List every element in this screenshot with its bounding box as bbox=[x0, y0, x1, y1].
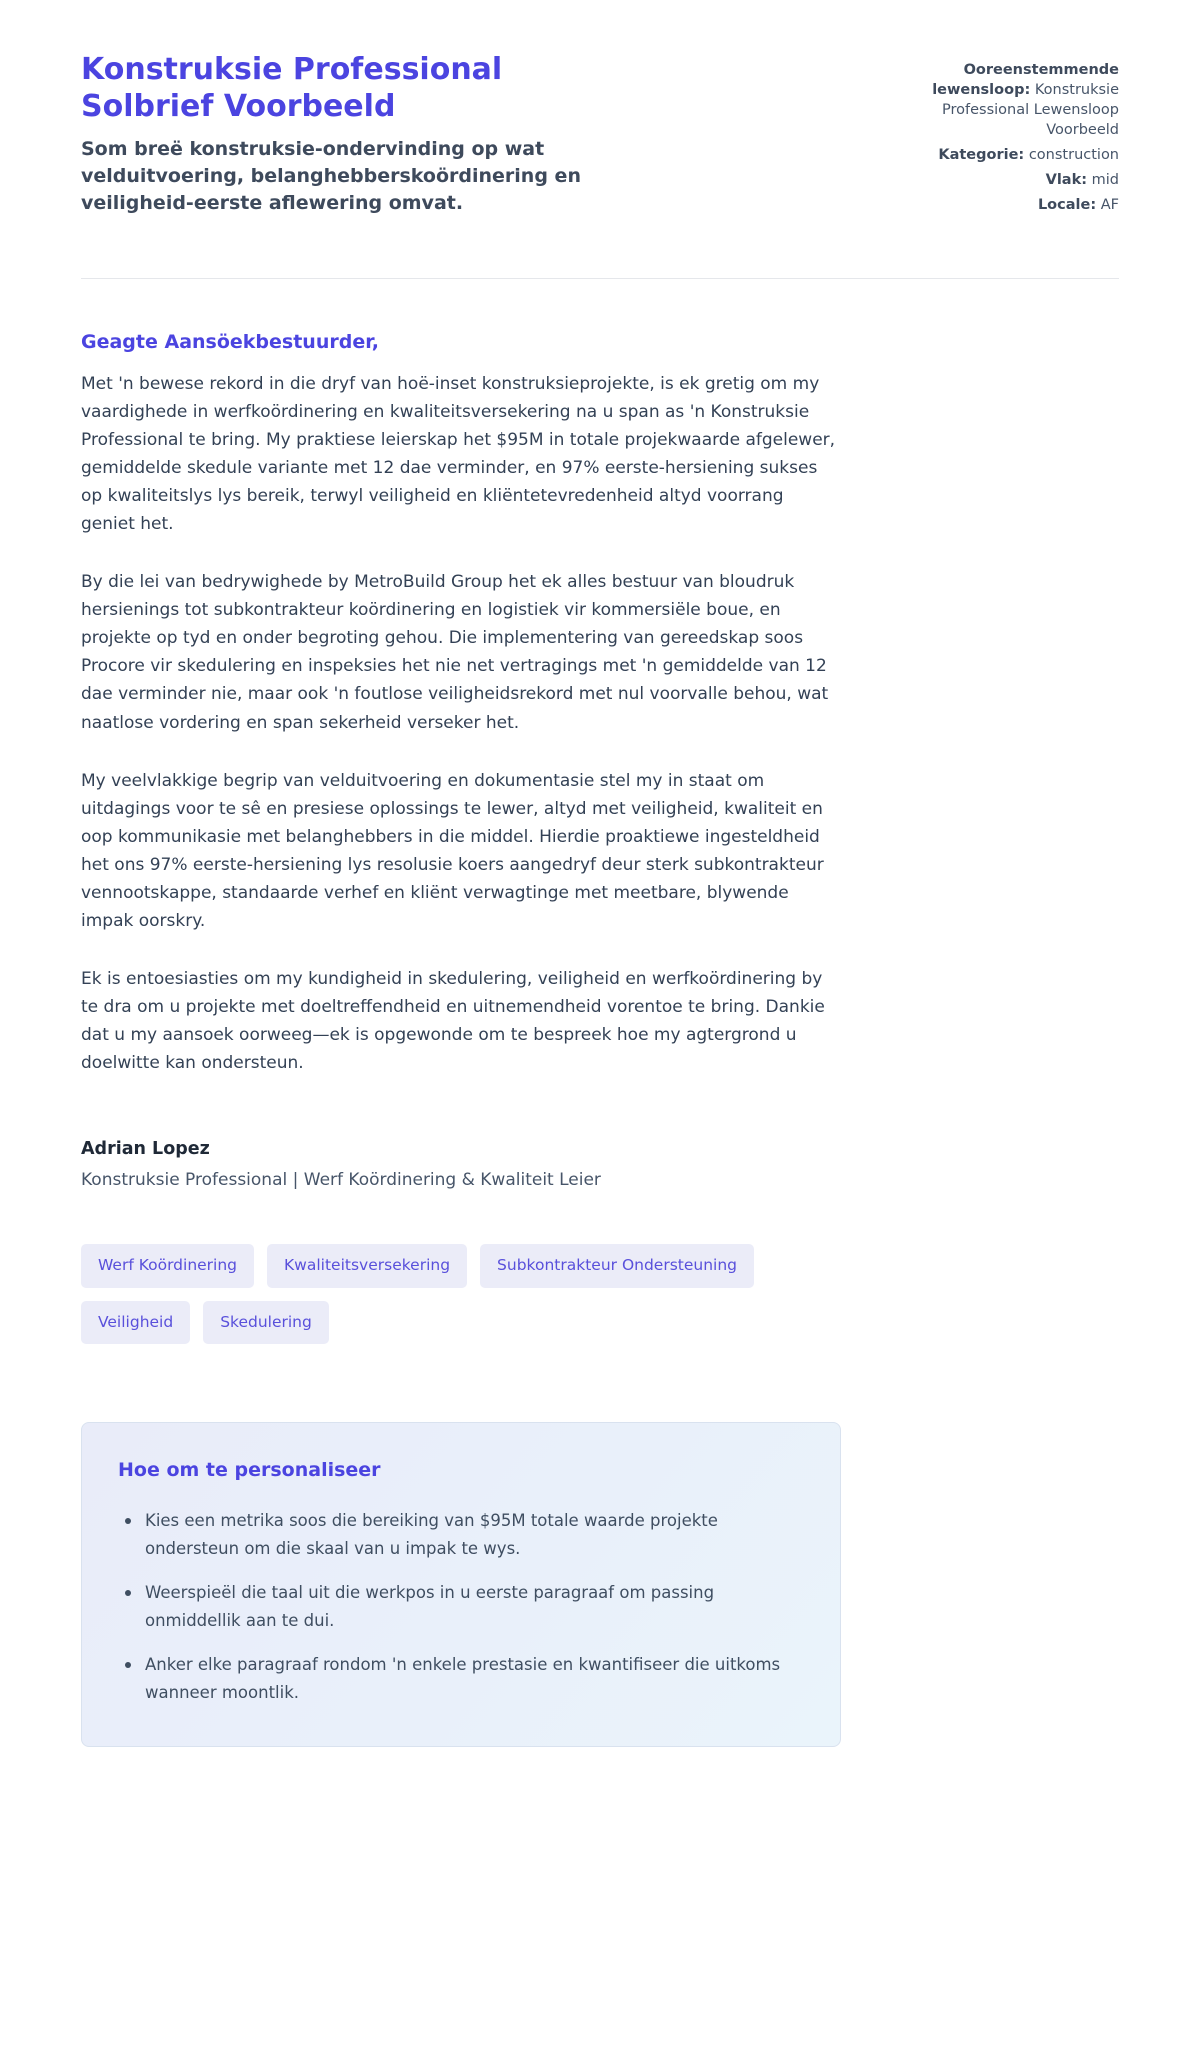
letter-paragraph: Met 'n bewese rekord in die dryf van hoë-inset konstruksieprojekte, is ek gretig om my vaardighede in werfkoördinering en kwaliteitsversekering na u span as 'n Konstruksie Professional te bring. My praktiese leierskap het $95M in totale projekwaarde afgelewer, gemiddelde skedule variante met 12 dae verminder, en 97% eerste-hersiening sukses op kwaliteitslys lys bereik, terwyl veiligheid en kliëntetevredenheid altyd voorrang geniet het. bbox=[81, 374, 836, 535]
meta-row-locale bbox=[887, 195, 1119, 215]
header bbox=[81, 52, 1119, 220]
meta-value: AF bbox=[1100, 197, 1119, 213]
meta-value: construction bbox=[1028, 147, 1119, 163]
meta-row-level bbox=[887, 170, 1119, 190]
signature-block bbox=[81, 1139, 1119, 1190]
bullet-icon bbox=[125, 1518, 131, 1524]
meta-row-category bbox=[887, 145, 1119, 165]
tip-text: Anker elke paragraaf rondom 'n enkele prestasie en kwantifiseer die uitkoms wanneer moontlik. bbox=[145, 1655, 781, 1702]
letter-body bbox=[81, 370, 841, 1077]
header-meta bbox=[887, 52, 1119, 220]
tip-text: Weerspieël die taal uit die werkpos in u eerste paragraaf om passing onmiddellik aan te dui. bbox=[145, 1583, 715, 1630]
header-title-block bbox=[81, 52, 626, 217]
skill-tags bbox=[81, 1244, 841, 1344]
tip-text: Kies een metrika soos die bereiking van $95M totale waarde projekte ondersteun om die skaal van u impak te wys. bbox=[145, 1511, 718, 1558]
skill-tag: Skedulering bbox=[203, 1301, 329, 1345]
letter-paragraph: By die lei van bedrywighede by MetroBuild Group het ek alles bestuur van bloudruk hersienings tot subkontrakteur koördinering en logistiek vir kommersiële boue, en projekte op tyd en onder begroting gehou. Die implementering van gereedskap soos Procore vir skedulering en inspeksies het nie net vertragings met 'n gemiddelde van 12 dae verminder nie, maar ook 'n foutlose veiligheidsrekord met nul voorvalle behou, wat naatlose vordering en span sekerheid verseker het. bbox=[81, 572, 829, 733]
meta-label: Ooreenstemmende lewensloop: bbox=[932, 62, 1119, 98]
letter-greeting: Geagte Aansöekbestuurder, bbox=[81, 331, 380, 353]
header-divider bbox=[81, 278, 1119, 279]
tips-list bbox=[118, 1507, 804, 1706]
meta-value: Konstruksie Professional Lewensloop Voorbeeld bbox=[942, 82, 1119, 138]
letter-paragraph: Ek is entoesiasties om my kundigheid in skedulering, veiligheid en werfkoördinering by te dra om u projekte met doeltreffendheid en uitnemendheid vorentoe te bring. Dankie dat u my aansoek oorweeg—ek is opgewonde om te bespreek hoe my agtergrond u doelwitte kan ondersteun. bbox=[81, 968, 825, 1073]
tip-item bbox=[118, 1651, 804, 1706]
skill-tag: Veiligheid bbox=[81, 1301, 190, 1345]
skill-tag: Kwaliteitsversekering bbox=[267, 1244, 467, 1288]
letter-paragraph: My veelvlakkige begrip van velduitvoering en dokumentasie stel my in staat om uitdagings voor te sê en presiese oplossings te lewer, altyd met veiligheid, kwaliteit en oop kommunikasie met belanghebbers in die middel. Hierdie proaktiewe ingesteldheid het ons 97% eerste-hersiening lys resolusie koers aangedryf deur sterk subkontrakteur vennootskappe, standaarde verhef en kliënt verwagtinge met meetbare, blywende impak oorskry. bbox=[81, 770, 824, 931]
cover-letter-page bbox=[81, 0, 1119, 1747]
signature-name: Adrian Lopez bbox=[81, 1139, 210, 1160]
meta-label: Locale: bbox=[1037, 197, 1097, 213]
meta-row-matching-resume bbox=[887, 60, 1119, 140]
bullet-icon bbox=[125, 1662, 131, 1668]
page-title: Konstruksie Professional Solbrief Voorbeeld bbox=[81, 52, 503, 124]
tips-title: Hoe om te personaliseer bbox=[118, 1459, 381, 1482]
skill-tag: Subkontrakteur Ondersteuning bbox=[480, 1244, 754, 1288]
personalization-tips-box bbox=[81, 1422, 841, 1747]
page-subtitle: Som breë konstruksie-ondervinding op wat velduitvoering, belanghebberskoördinering en veiligheid-eerste aflewering omvat. bbox=[81, 137, 581, 214]
skill-tag: Werf Koördinering bbox=[81, 1244, 254, 1288]
meta-value: mid bbox=[1091, 172, 1119, 188]
meta-label: Kategorie: bbox=[938, 147, 1025, 163]
tip-item bbox=[118, 1579, 804, 1634]
bullet-icon bbox=[125, 1590, 131, 1596]
signature-role: Konstruksie Professional | Werf Koördinering & Kwaliteit Leier bbox=[81, 1170, 601, 1191]
tip-item bbox=[118, 1507, 804, 1562]
meta-label: Vlak: bbox=[1045, 172, 1088, 188]
